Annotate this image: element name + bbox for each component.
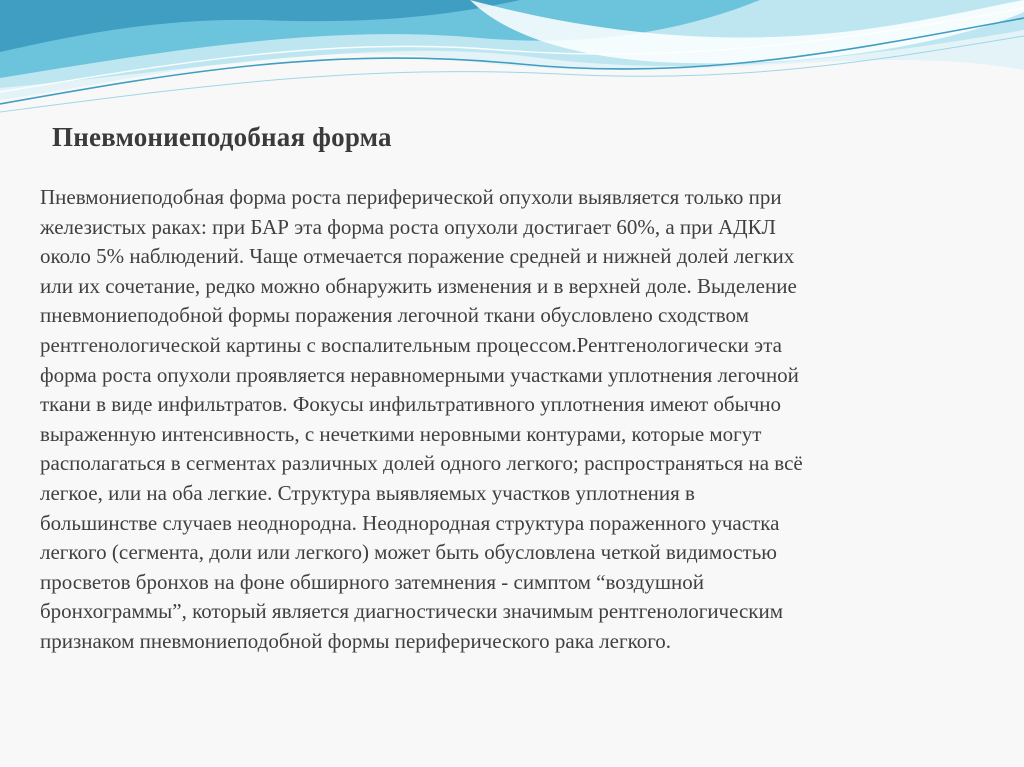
body-line: бронхограммы”, который является диагностически значимым рентгенологическим [40, 599, 784, 624]
body-line: легкого (сегмента, доли или легкого) может быть обусловлена четкой видимостью [40, 540, 777, 565]
body-line: железистых раках: при БАР эта форма роста опухоли достигает 60%, а при АДКЛ [40, 214, 776, 239]
body-line: форма роста опухоли проявляется неравномерными участками уплотнения легочной [40, 362, 799, 387]
body-line: рентгенологической картины с воспалительным процессом.Рентгенологически эта [40, 332, 782, 357]
body-line: признаком пневмониеподобной формы периферического рака легкого. [40, 628, 672, 653]
body-line: выраженную интенсивность, с нечеткими неровными контурами, которые могут [40, 421, 762, 446]
slide-body-text [40, 183, 985, 657]
body-line: большинстве случаев неоднородна. Неоднородная структура пораженного участка [40, 510, 780, 535]
body-line: ткани в виде инфильтратов. Фокусы инфильтративного уплотнения имеют обычно [40, 392, 782, 417]
body-line: легкое, или на оба легкие. Структура выявляемых участков уплотнения в [40, 480, 695, 505]
body-line: или их сочетание, редко можно обнаружить изменения и в верхней доле. Выделение [40, 273, 797, 298]
decorative-wave-header [0, 0, 1024, 130]
body-line: просветов бронхов на фоне обширного затемнения - симптом “воздушной [40, 569, 704, 594]
body-line: Пневмониеподобная форма роста периферической опухоли выявляется только при [40, 185, 782, 209]
body-line: располагаться в сегментах различных долей одного легкого; распространяться на всё [40, 451, 803, 476]
body-line: пневмониеподобной формы поражения легочной ткани обусловлено сходством [40, 303, 749, 328]
body-line: около 5% наблюдений. Чаще отмечается поражение средней и нижней долей легких [40, 244, 795, 269]
slide-title: Пневмониеподобная форма [52, 122, 392, 152]
